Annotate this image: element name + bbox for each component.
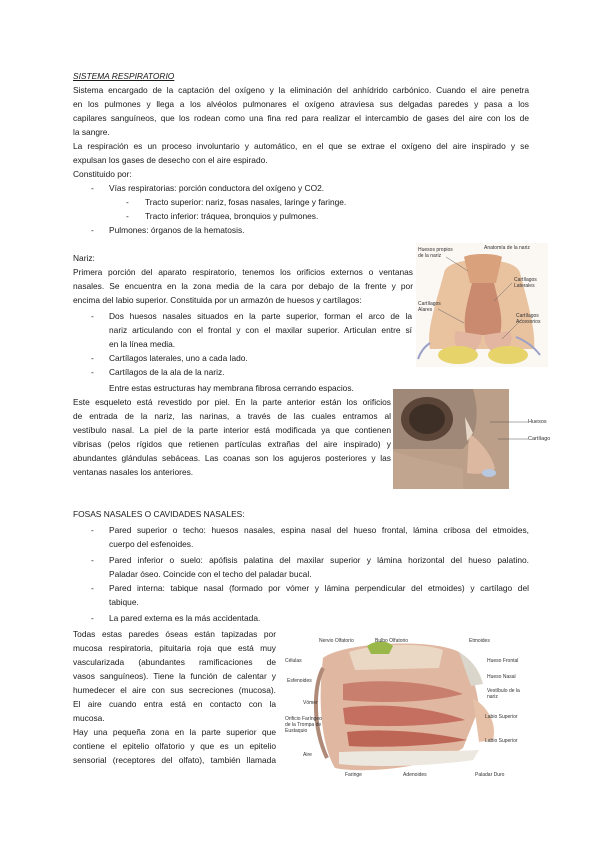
label-aire: Aire xyxy=(303,752,312,758)
todas-line: mucosa. xyxy=(73,713,105,723)
label-hueso-nasal: Hueso Nasal xyxy=(487,674,516,680)
todas-line: Hay una pequeña zona en la parte superior que xyxy=(73,727,276,737)
label-faringe: Faringe xyxy=(345,772,362,778)
huesos-line: nariz articulando con el frontal y con el maxilar superior. Articulan entre sí xyxy=(109,325,412,335)
todas-line: El aire cuando entra está en contacto con la xyxy=(73,699,276,709)
section-title: SISTEMA RESPIRATORIO xyxy=(73,71,175,81)
pared-sup-line: cuerpo del esfenoides. xyxy=(109,539,194,549)
resp-line: La respiración es un proceso involuntario y automático, en el que se extrae el oxígeno del aire inspirado y se xyxy=(73,141,529,151)
list-item-tracto-inf: Tracto inferior: tráquea, bronquios y pulmones. xyxy=(145,211,319,221)
esqueleto-line: abundantes glándulas sebáceas. Las coanas son los agujeros posteriores y las xyxy=(73,453,391,463)
list-dash: - xyxy=(91,367,94,377)
label-cartilagos-alares: Cartílagos Alares xyxy=(418,301,441,313)
list-dash: - xyxy=(126,197,129,207)
label-etmoides: Etmoides xyxy=(469,638,490,644)
esqueleto-line: Este esqueleto está revestido por piel. En la parte anterior están los orificios xyxy=(73,397,391,407)
list-item-vias: Vías respiratorias: porción conductora del oxígeno y CO2. xyxy=(109,183,325,193)
pared-ext-line: La pared externa es la más accidentada. xyxy=(109,613,261,623)
todas-line: sensorial (receptores del olfato), también llamada xyxy=(73,755,276,765)
constituido-label: Constituido por: xyxy=(73,169,132,179)
list-dash: - xyxy=(91,311,94,321)
label-nervio-olfatorio: Nervio Olfatorio xyxy=(319,638,354,644)
esqueleto-line: ventanas nasales los anteriores. xyxy=(73,467,194,477)
pared-int-line: tabique. xyxy=(109,597,139,607)
pared-inf-line: Pared inferior o suelo: apófisis palatina del maxilar superior y lámina horizontal del hueso palatino. xyxy=(109,555,529,565)
nariz-line: nasales. Se encuentra en la zona media de la cara por debajo de la frente y por xyxy=(73,281,413,291)
label-esfenoides: Esfenoides xyxy=(287,678,312,684)
label-paladar-duro: Paladar Duro xyxy=(475,772,505,778)
label-huesos-propios: Huesos propios de la nariz xyxy=(418,247,453,259)
esqueleto-line: vestíbulo nasal. La piel de la parte interior está modificada ya que contienen xyxy=(73,425,391,435)
label-bulbo-olfatorio: Bulbo Olfatorio xyxy=(375,638,409,644)
label-vestibulo: Vestíbulo de la nariz xyxy=(487,688,520,700)
nose-cartilage-illustration xyxy=(416,243,548,367)
list-dash: - xyxy=(91,353,94,363)
pared-int-line: Pared interna: tabique nasal (formado por vómer y lámina perpendicular del etmoides) y cartílago del xyxy=(109,583,529,593)
list-dash: - xyxy=(91,225,94,235)
label-huesos: Huesos xyxy=(528,419,547,425)
list-dash: - xyxy=(91,583,94,593)
entre-line: Entre estas estructuras hay membrana fibrosa cerrando espacios. xyxy=(109,383,354,393)
label-leader-lines xyxy=(490,416,530,442)
list-item-cart-ala: Cartílagos de la ala de la nariz. xyxy=(109,367,225,377)
label-cartilago: Cartílago xyxy=(528,436,551,442)
label-cartilagos-laterales: Cartílagos Laterales xyxy=(514,277,537,289)
list-dash: - xyxy=(91,183,94,193)
todas-line: vascularizada (abundantes ramificaciones de xyxy=(73,657,276,667)
resp-line: expulsan los gases de desecho con el aire espirado. xyxy=(73,155,268,165)
list-dash: - xyxy=(91,613,94,623)
esqueleto-line: vibrisas (pelos rígidos que retienen partículas extrañas del aire inspirado) y xyxy=(73,439,391,449)
nariz-line: Primera porción del aparato respiratorio, tenemos los orificios externos o ventanas xyxy=(73,267,413,277)
todas-line: vasos sanguíneos). Tiene la función de calentar y xyxy=(73,671,276,681)
pared-inf-line: Paladar óseo. Coincide con el techo del paladar bucal. xyxy=(109,569,312,579)
esqueleto-line: de entrada de la nariz, las narinas, a través de las cuales entramos al xyxy=(73,411,391,421)
intro-line: Sistema encargado de la captación del oxígeno y la eliminación del anhídrido carbónico. Cuando el aire penetra xyxy=(73,85,529,95)
intro-line: en los pulmones y llega a los alvéolos pulmonares el oxígeno atraviesa sus delgadas paredes y pasa a los xyxy=(73,99,529,109)
label-hueso-frontal: Hueso Frontal xyxy=(487,658,519,664)
label-cartilagos-accesorios: Cartílagos Accesorios xyxy=(516,313,541,325)
list-item-cart-lat: Cartílagos laterales, uno a cada lado. xyxy=(109,353,248,363)
nariz-heading: Nariz: xyxy=(73,253,95,263)
huesos-line: en la línea media. xyxy=(109,339,176,349)
intro-line: capilares sanguíneos, que los rodean como una fina red para realizar el intercambio de gases del aire con los de xyxy=(73,113,529,123)
label-labio-superior-b: Labio Superior xyxy=(485,738,518,744)
label-labio-superior-a: Labio Superior xyxy=(485,714,518,720)
todas-line: contiene el epitelio olfatorio y que es un epitelio xyxy=(73,741,276,751)
label-vomer: Vómer xyxy=(303,700,318,706)
list-dash: - xyxy=(91,525,94,535)
list-item-tracto-sup: Tracto superior: nariz, fosas nasales, laringe y faringe. xyxy=(145,197,347,207)
pared-sup-line: Pared superior o techo: huesos nasales, espina nasal del hueso frontal, lámina cribosa del etmoides, xyxy=(109,525,529,535)
nariz-line: encima del labio superior. Constituida por un armazón de huesos y cartílagos: xyxy=(73,295,362,305)
label-adenoides: Adenoides xyxy=(403,772,427,778)
intro-line: la sangre. xyxy=(73,127,110,137)
nasal-cavity-svg xyxy=(283,628,533,784)
todas-line: mucosa respiratoria, pituitaria roja que está muy xyxy=(73,643,276,653)
todas-line: Todas estas paredes óseas están tapizadas por xyxy=(73,629,276,639)
nasal-cavity-illustration xyxy=(283,628,533,784)
todas-line: humedecer el aire con sus secreciones (mucosa). xyxy=(73,685,276,695)
list-item-pulmones: Pulmones: órganos de la hematosis. xyxy=(109,225,245,235)
huesos-line: Dos huesos nasales situados en la parte superior, forman el arco de la xyxy=(109,311,412,321)
list-dash: - xyxy=(126,211,129,221)
label-celulas: Células xyxy=(285,658,302,664)
fosas-heading: FOSAS NASALES O CAVIDADES NASALES: xyxy=(73,509,245,519)
label-anatomia: Anatomía de la nariz xyxy=(484,245,530,251)
label-orificio-faringeo: Orificio Faríngeo de la Trompa de Eustaquio xyxy=(285,716,322,734)
list-dash: - xyxy=(91,555,94,565)
